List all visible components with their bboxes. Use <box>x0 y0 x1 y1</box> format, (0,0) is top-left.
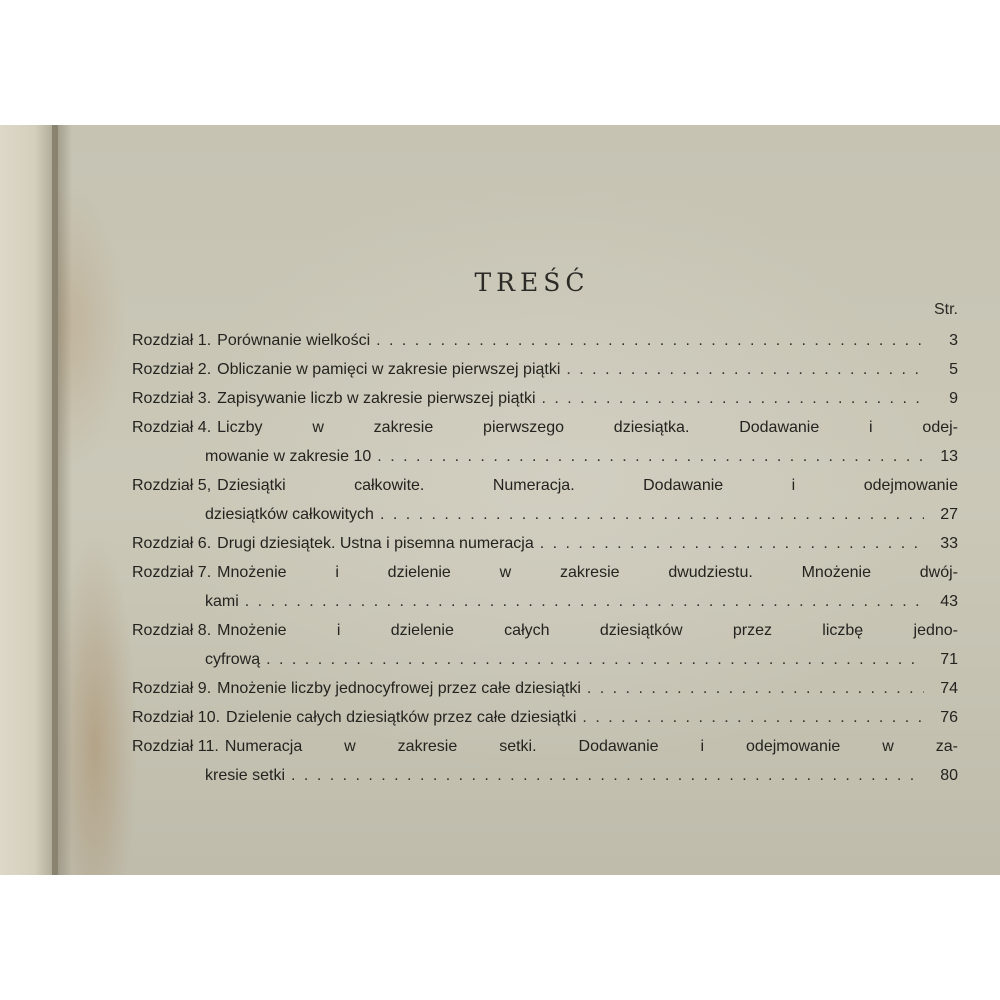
toc-entry-8 <box>132 622 958 648</box>
toc-entry-label: Rozdział 3. <box>132 390 212 407</box>
toc-entry-label: Rozdział 9. <box>132 680 212 697</box>
toc-entry-6 <box>132 535 958 561</box>
toc-entry-page: 3 <box>949 332 958 349</box>
toc-entry-label: Rozdział 7. <box>132 564 212 581</box>
toc-entry-label: Rozdział 1. <box>132 332 212 349</box>
toc-entry-label: Rozdział 6. <box>132 535 212 552</box>
toc-entry-1 <box>132 332 958 358</box>
toc-entry-title: Mnożenie liczby jednocyfrowej przez całe dziesiątki <box>217 680 581 697</box>
toc-entry-page: 76 <box>940 709 958 726</box>
dot-leader <box>540 535 924 553</box>
toc-entry-label: Rozdział 8. <box>132 622 212 639</box>
toc-entry-title: Numeracja w zakresie setki. Dodawanie i odejmowanie w za- <box>224 738 958 755</box>
toc-entry-page: 5 <box>949 361 958 378</box>
toc-entry-title-continued: kresie setki <box>205 767 286 784</box>
toc-entry-label: Rozdział 2. <box>132 361 212 378</box>
toc-entry-7 <box>132 564 958 590</box>
dot-leader <box>582 709 924 727</box>
toc-entry-9 <box>132 680 958 706</box>
dot-leader <box>380 506 924 524</box>
toc-entry-3 <box>132 390 958 416</box>
toc-entry-title: Porównanie wielkości <box>217 332 371 349</box>
toc-entry-2 <box>132 361 958 387</box>
toc-entry-label: Rozdział 5, <box>132 477 212 494</box>
toc-entry-title: Dzielenie całych dziesiątków przez całe dziesiątki <box>226 709 577 726</box>
page-column-label: Str. <box>933 301 958 318</box>
toc-entry-title: Drugi dziesiątek. Ustna i pisemna numeracja <box>217 535 534 552</box>
toc-entry-page: 27 <box>940 506 958 523</box>
page-binding-edge <box>0 125 58 875</box>
toc-entry-page: 13 <box>940 448 958 465</box>
page-title: TREŚĆ <box>474 268 590 297</box>
dot-leader <box>266 651 924 669</box>
toc-entry-title-continued: kami <box>205 593 239 610</box>
toc-entry-page: 33 <box>940 535 958 552</box>
toc-entry-7-continued <box>132 593 958 619</box>
toc-entry-title: Obliczanie w pamięci w zakresie pierwszej piątki <box>217 361 561 378</box>
toc-entry-title: Mnożenie i dzielenie w zakresie dwudziestu. Mnożenie dwój- <box>217 564 958 581</box>
toc-entry-label: Rozdział 10. <box>132 709 221 726</box>
toc-entry-title: Dziesiątki całkowite. Numeracja. Dodawanie i odejmowanie <box>217 477 958 494</box>
gutter-shadow <box>52 125 72 875</box>
toc-entry-title: Mnożenie i dzielenie całych dziesiątków przez liczbę jedno- <box>217 622 958 639</box>
toc-entry-title-continued: cyfrową <box>205 651 261 668</box>
dot-leader <box>376 332 924 350</box>
dot-leader <box>291 767 924 785</box>
toc-entry-10 <box>132 709 958 735</box>
toc-entry-4 <box>132 419 958 445</box>
toc-entry-page: 9 <box>949 390 958 407</box>
toc-entry-11-continued <box>132 767 958 793</box>
dot-leader <box>377 448 924 466</box>
toc-entry-5-continued <box>132 506 958 532</box>
dot-leader <box>566 361 924 379</box>
toc-entry-5 <box>132 477 958 503</box>
toc-entry-title: Liczby w zakresie pierwszego dziesiątka. Dodawanie i odej- <box>217 419 958 436</box>
book-page <box>0 125 1000 875</box>
toc-entry-label: Rozdział 4. <box>132 419 212 436</box>
toc-entry-page: 80 <box>940 767 958 784</box>
toc-entry-title: Zapisywanie liczb w zakresie pierwszej piątki <box>217 390 536 407</box>
toc-entry-page: 74 <box>940 680 958 697</box>
toc-entry-title-continued: dziesiątków całkowitych <box>205 506 374 523</box>
toc-entry-label: Rozdział 11. <box>132 738 219 755</box>
toc-entry-4-continued <box>132 448 958 474</box>
toc-entry-11 <box>132 738 958 764</box>
dot-leader <box>245 593 924 611</box>
toc-entry-title-continued: mowanie w zakresie 10 <box>205 448 372 465</box>
toc-entry-8-continued <box>132 651 958 677</box>
toc-entry-page: 71 <box>940 651 958 668</box>
dot-leader <box>587 680 924 698</box>
toc-entry-page: 43 <box>940 593 958 610</box>
dot-leader <box>542 390 925 408</box>
